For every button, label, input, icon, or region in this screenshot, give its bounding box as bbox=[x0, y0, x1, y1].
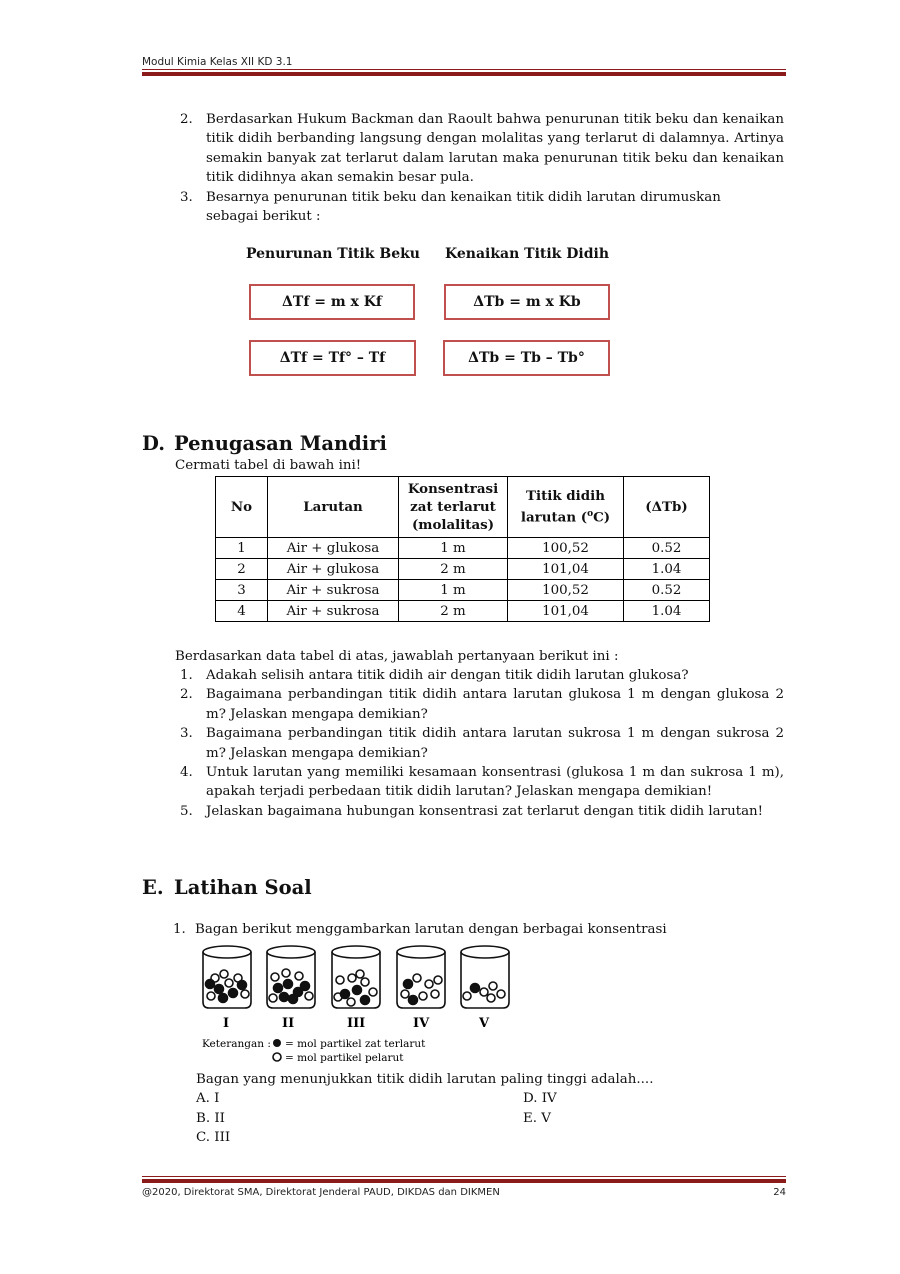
beaker-v bbox=[461, 946, 509, 1008]
question-list bbox=[180, 666, 784, 821]
section-d-title: D. Penugasan Mandiri bbox=[142, 432, 387, 455]
formula-heading-boiling: Kenaikan Titik Didih bbox=[445, 246, 610, 262]
table-header: Konsentrasi zat terlarut (molalitas) bbox=[399, 477, 508, 538]
answer-option[interactable]: B. II bbox=[196, 1110, 225, 1126]
question-intro: Berdasarkan data tabel di atas, jawablah pertanyaan berikut ini : bbox=[175, 649, 619, 664]
beaker-label: IV bbox=[413, 1016, 430, 1031]
table-row: 2 Air + glukosa 2 m 101,04 1.04 bbox=[216, 559, 710, 580]
beaker-ii bbox=[267, 946, 315, 1008]
section-e-title: E. Latihan Soal bbox=[142, 876, 312, 899]
list-item: 5. Jelaskan bagaimana hubungan konsentrasi zat terlarut dengan titik didih larutan! bbox=[180, 803, 764, 819]
answer-option[interactable]: D. IV bbox=[523, 1091, 557, 1106]
formula-heading-freezing: Penurunan Titik Beku bbox=[246, 246, 420, 262]
table-row: 1 Air + glukosa 1 m 100,52 0.52 bbox=[216, 538, 710, 559]
beaker-iii bbox=[332, 946, 380, 1008]
list-item: 2. Berdasarkan Hukum Backman dan Raoult bahwa penurunan titik beku dan kenaikan titik didih berbanding langsung dengan molalitas yang terlarut di dalamnya. Artinya semakin banyak zat terlarut dalam larutan maka penurunan titik beku dan kenaikan titik didihnya akan semakin besar pula. bbox=[180, 112, 784, 186]
footer-rule bbox=[142, 1176, 786, 1183]
beaker-label: III bbox=[347, 1016, 366, 1031]
answer-option[interactable]: C. III bbox=[196, 1130, 231, 1146]
solute-particle-icon bbox=[273, 1039, 281, 1047]
beaker-label: V bbox=[479, 1016, 490, 1031]
table-header: Titik didih larutan ($^o$C) bbox=[508, 477, 624, 538]
intro-list bbox=[180, 110, 784, 226]
list-item: 1. Adakah selisih antara titik didih air dengan titik didih larutan glukosa? bbox=[180, 668, 689, 683]
answer-options-left bbox=[196, 1089, 230, 1148]
exercise-prompt: Bagan yang menunjukkan titik didih larutan paling tinggi adalah.... bbox=[196, 1072, 654, 1087]
answer-option[interactable]: A. I bbox=[196, 1091, 220, 1106]
section-d-instruction: Cermati tabel di bawah ini! bbox=[175, 458, 362, 473]
solvent-particle-icon bbox=[273, 1053, 281, 1061]
formula-box: ΔTf = Tf° – Tf bbox=[249, 340, 416, 376]
footer-copyright: @2020, Direktorat SMA, Direktorat Jenderal PAUD, DIKDAS dan DIKMEN bbox=[142, 1187, 500, 1198]
table-header: (ΔTb) bbox=[624, 477, 710, 538]
list-item: 4. Untuk larutan yang memiliki kesamaan konsentrasi (glukosa 1 m dan sukrosa 1 m), apakah terjadi perbedaan titik didih larutan? Jelaskan mengapa demikian! bbox=[180, 765, 784, 800]
answer-options-right bbox=[523, 1089, 557, 1128]
page-number: 24 bbox=[773, 1187, 786, 1198]
list-item: 3. Besarnya penurunan titik beku dan kenaikan titik didih larutan dirumuskan sebagai berikut : bbox=[180, 189, 721, 225]
formula-box: ΔTb = m x Kb bbox=[444, 284, 610, 320]
header-rule bbox=[142, 69, 786, 76]
formula-box: ΔTf = m x Kf bbox=[249, 284, 415, 320]
beaker-label: II bbox=[282, 1016, 295, 1031]
table-header: Larutan bbox=[268, 477, 399, 538]
boiling-point-table bbox=[215, 476, 710, 622]
exercise-question: 1. Bagan berikut menggambarkan larutan dengan berbagai konsentrasi bbox=[173, 922, 667, 937]
answer-option[interactable]: E. V bbox=[523, 1110, 551, 1126]
legend-prefix: Keterangan : bbox=[202, 1038, 271, 1050]
table-row: 3 Air + sukrosa 1 m 100,52 0.52 bbox=[216, 580, 710, 601]
beaker-iv bbox=[397, 946, 445, 1008]
table-row: 4 Air + sukrosa 2 m 101,04 1.04 bbox=[216, 601, 710, 622]
legend-solute: = mol partikel zat terlarut bbox=[285, 1038, 426, 1050]
formula-box: ΔTb = Tb – Tb° bbox=[443, 340, 610, 376]
beaker-label: I bbox=[223, 1016, 230, 1031]
list-item: 3. Bagaimana perbandingan titik didih antara larutan sukrosa 1 m dengan sukrosa 2 m? Jelaskan mengapa demikian? bbox=[180, 726, 784, 761]
list-item: 2. Bagaimana perbandingan titik didih antara larutan glukosa 1 m dengan glukosa 2 m? Jelaskan mengapa demikian? bbox=[180, 687, 784, 722]
legend-solvent: = mol partikel pelarut bbox=[285, 1052, 404, 1064]
table-header: No bbox=[216, 477, 268, 538]
beaker-diagram bbox=[195, 940, 525, 1072]
beaker-i bbox=[203, 946, 251, 1008]
page-header-title: Modul Kimia Kelas XII KD 3.1 bbox=[142, 56, 293, 68]
